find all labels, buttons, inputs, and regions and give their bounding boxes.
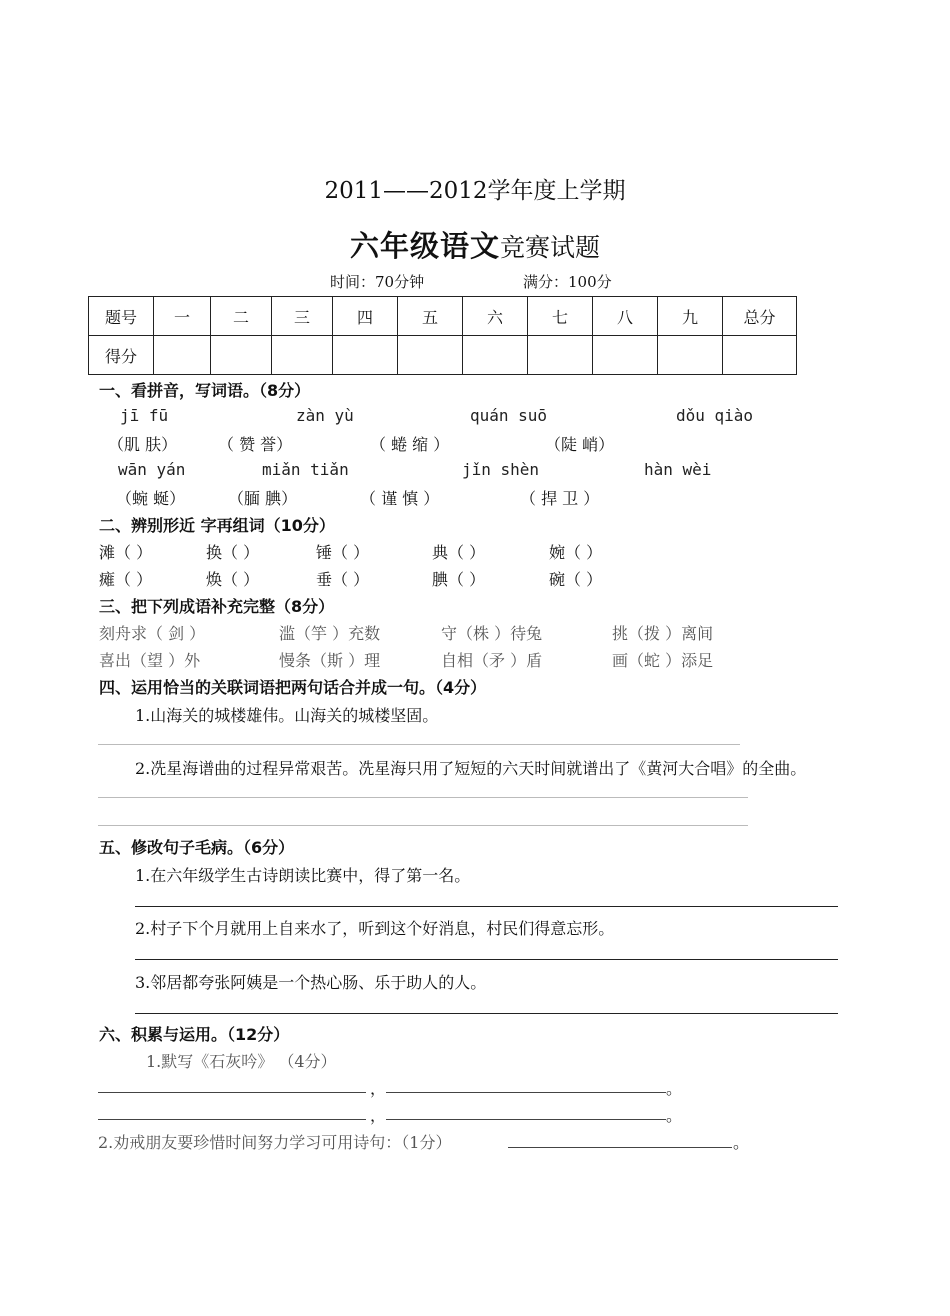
score-table-score-row xyxy=(89,336,797,375)
cell-1: 一 xyxy=(154,297,211,336)
question-5-1: 1.在六年级学生古诗朗读比赛中，得了第一名。 xyxy=(135,866,471,885)
cell-score-label: 得分 xyxy=(89,336,154,375)
comma: ， xyxy=(370,1106,387,1125)
question-5-3: 3.邻居都夸张阿姨是一个热心肠、乐于助人的人。 xyxy=(135,973,487,992)
period: 。 xyxy=(666,1106,683,1125)
fill-line[interactable] xyxy=(98,1119,366,1120)
cell-6: 六 xyxy=(463,297,528,336)
title-rest: 竞赛试题 xyxy=(500,233,601,262)
answer-line[interactable] xyxy=(135,1013,838,1014)
idiom: 守（株 ）待兔 xyxy=(441,624,543,643)
score-input[interactable] xyxy=(272,336,333,375)
answer: （蜿 蜒） xyxy=(116,489,186,508)
score-input[interactable] xyxy=(333,336,398,375)
cell-3: 三 xyxy=(272,297,333,336)
period: 。 xyxy=(666,1079,683,1098)
answer-line[interactable] xyxy=(98,825,748,826)
answer: （腼 腆） xyxy=(228,489,298,508)
answer-line[interactable] xyxy=(135,959,838,960)
char-item: 焕（ ） xyxy=(206,570,260,589)
char-item: 锤（ ） xyxy=(316,543,370,562)
char-item: 腆（ ） xyxy=(432,570,486,589)
cell-7: 七 xyxy=(528,297,593,336)
score-input[interactable] xyxy=(463,336,528,375)
score-input[interactable] xyxy=(658,336,723,375)
question-6-2: 2.劝戒朋友要珍惜时间努力学习可用诗句：（1分） xyxy=(98,1133,452,1152)
cell-label: 题号 xyxy=(89,297,154,336)
comma: ， xyxy=(370,1079,387,1098)
score-input[interactable] xyxy=(211,336,272,375)
full-score: 满分：100分 xyxy=(523,273,612,291)
score-table-header-row xyxy=(89,297,797,336)
section-3-heading: 三、把下列成语补充完整（8分） xyxy=(99,597,335,616)
idiom: 滥（竽 ）充数 xyxy=(279,624,381,643)
char-item: 滩（ ） xyxy=(99,543,153,562)
idiom: 画（蛇 ）添足 xyxy=(612,651,714,670)
cell-2: 二 xyxy=(211,297,272,336)
pinyin: jī fū xyxy=(120,406,169,425)
answer: （肌 肤） xyxy=(108,435,178,454)
char-item: 瘫（ ） xyxy=(99,570,153,589)
pinyin: dǒu qiào xyxy=(676,406,754,425)
answer: （ 蜷 缩 ） xyxy=(370,435,450,454)
fill-line[interactable] xyxy=(508,1147,732,1148)
exam-time: 时间：70分钟 xyxy=(330,273,425,291)
idiom: 自相（矛 ）盾 xyxy=(441,651,543,670)
cell-4: 四 xyxy=(333,297,398,336)
answer: （ 赞 誉） xyxy=(218,435,293,454)
period: 。 xyxy=(733,1133,750,1152)
char-item: 换（ ） xyxy=(206,543,260,562)
cell-9: 九 xyxy=(658,297,723,336)
fill-line[interactable] xyxy=(98,1092,366,1093)
cell-5: 五 xyxy=(398,297,463,336)
pinyin: jǐn shèn xyxy=(462,460,540,479)
pinyin: zàn yù xyxy=(296,406,354,425)
fill-line[interactable] xyxy=(386,1092,666,1093)
char-item: 婉（ ） xyxy=(549,543,603,562)
char-item: 典（ ） xyxy=(432,543,486,562)
section-2-heading: 二、辨别形近 字再组词（10分） xyxy=(99,516,335,535)
title-line1: 2011——2012学年度上学期 xyxy=(324,178,626,204)
idiom: 挑（拨 ）离间 xyxy=(612,624,714,643)
score-input[interactable] xyxy=(154,336,211,375)
idiom: 刻舟求（ 剑 ） xyxy=(99,624,206,643)
section-5-heading: 五、修改句子毛病。（6分） xyxy=(99,838,295,857)
title-bold: 六年级语文 xyxy=(349,229,500,263)
answer-line[interactable] xyxy=(98,744,740,745)
score-input[interactable] xyxy=(593,336,658,375)
question-6-1: 1.默写《石灰吟》 （4分） xyxy=(146,1052,337,1071)
fill-line[interactable] xyxy=(386,1119,666,1120)
question-4-1: 1.山海关的城楼雄伟。山海关的城楼坚固。 xyxy=(135,706,439,725)
answer-line[interactable] xyxy=(135,906,838,907)
answer: （ 谨 慎 ） xyxy=(360,489,440,508)
score-table xyxy=(88,296,797,375)
pinyin: hàn wèi xyxy=(644,460,712,479)
score-input[interactable] xyxy=(723,336,797,375)
section-4-heading: 四、运用恰当的关联词语把两句话合并成一句。（4分） xyxy=(99,678,487,697)
idiom: 喜出（望 ）外 xyxy=(99,651,201,670)
pinyin: miǎn tiǎn xyxy=(262,460,349,479)
question-5-2: 2.村子下个月就用上自来水了，听到这个好消息，村民们得意忘形。 xyxy=(135,919,615,938)
char-item: 碗（ ） xyxy=(549,570,603,589)
answer-line[interactable] xyxy=(98,797,748,798)
cell-total: 总分 xyxy=(723,297,797,336)
char-item: 垂（ ） xyxy=(316,570,370,589)
pinyin: wān yán xyxy=(118,460,186,479)
title-line2 xyxy=(0,224,950,265)
cell-8: 八 xyxy=(593,297,658,336)
answer: （ 捍 卫 ） xyxy=(520,489,600,508)
pinyin: quán suō xyxy=(470,406,548,425)
score-input[interactable] xyxy=(528,336,593,375)
score-input[interactable] xyxy=(398,336,463,375)
answer: （陡 峭） xyxy=(545,435,615,454)
question-4-2: 2.冼星海谱曲的过程异常艰苦。冼星海只用了短短的六天时间就谱出了《黄河大合唱》的全曲。 xyxy=(135,759,807,778)
section-6-heading: 六、积累与运用。（12分） xyxy=(99,1025,290,1044)
section-1-heading: 一、看拼音，写词语。（8分） xyxy=(99,381,311,400)
idiom: 慢条（斯 ）理 xyxy=(279,651,381,670)
